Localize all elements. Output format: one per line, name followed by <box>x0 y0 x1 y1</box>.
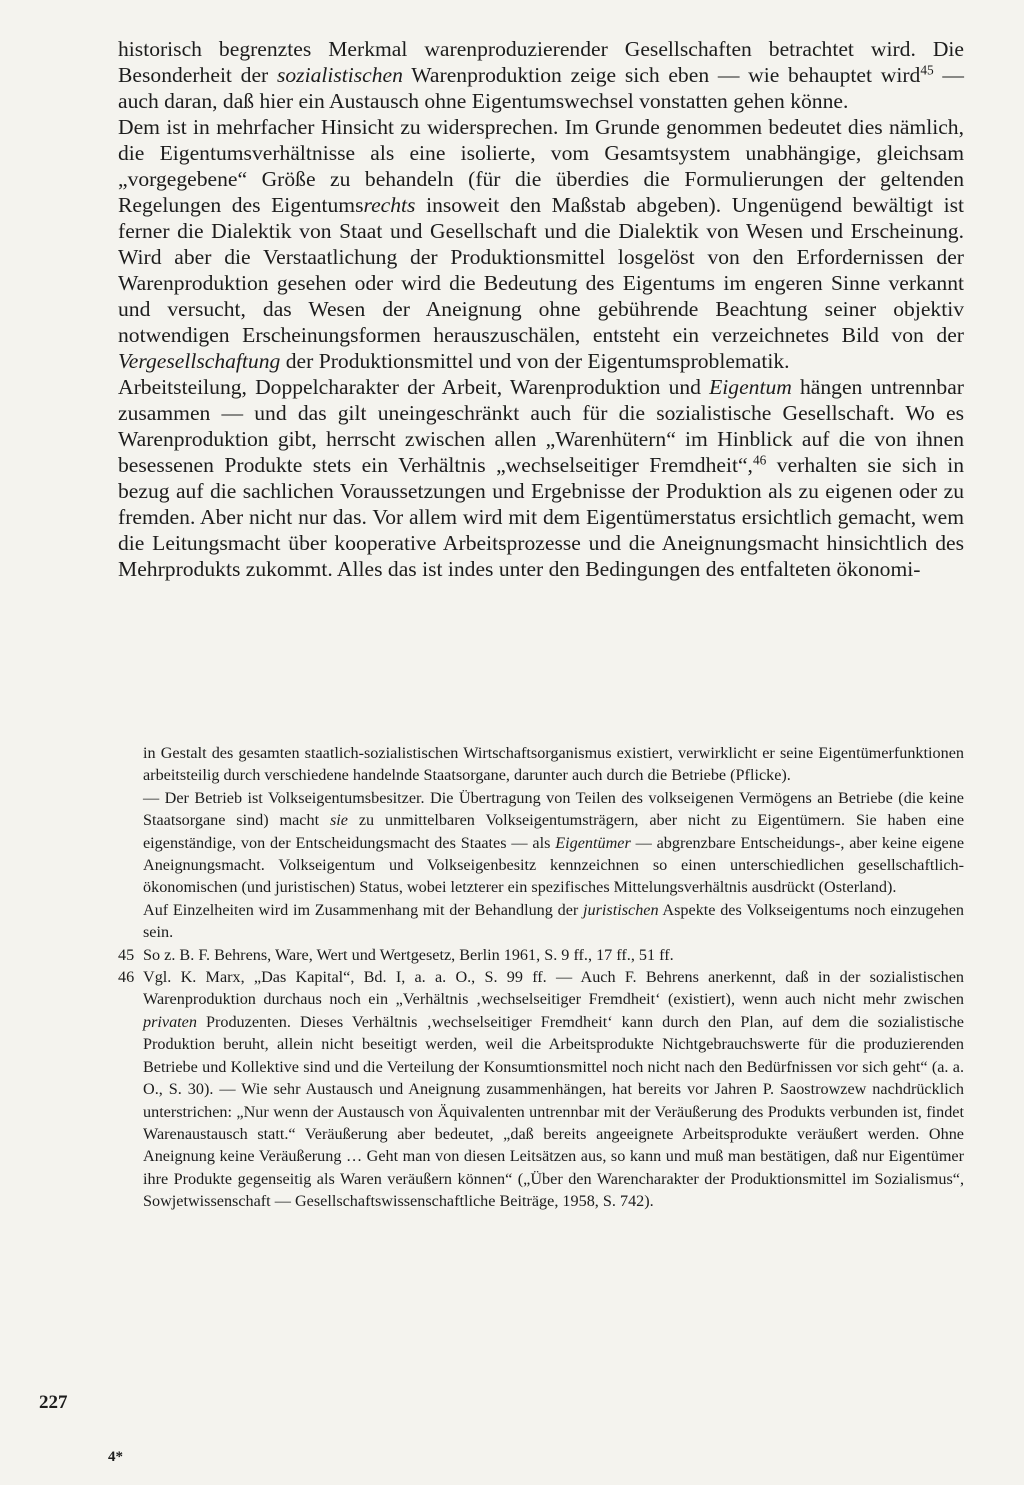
italic-text: juristischen <box>583 900 659 919</box>
text-run: Aspekte des Volkseigentums noch einzugehen sein. <box>143 900 964 942</box>
text-run: Warenproduktion zeige sich eben — wie behauptet wird <box>402 63 921 87</box>
text-run: zu unmittelbaren Volkseigentumsträgern, aber nicht zu Eigentümern. Sie haben eine eigenständige, von der Entscheidungsmacht des Staates — als <box>143 811 965 852</box>
footnote-text <box>143 946 674 964</box>
italic-text: Eigentümer <box>555 833 631 852</box>
main-text <box>118 36 964 582</box>
text-run: — auch daran, daß hier ein Austausch ohne Eigentumswechsel vonstatten gehen könne. <box>118 63 965 113</box>
italic-text: Eigentum <box>709 375 792 399</box>
footnote-continuation <box>118 899 964 944</box>
italic-text: privaten <box>143 1012 197 1031</box>
text-run: in Gestalt des gesamten staatlich-sozialistischen Wirtschaftsorganismus existiert, verwirklicht er seine Eigentümerfunktionen arbeitsteilig durch verschiedene handelnde Staatsorgane, darunter auch durch die Betriebe (Pflicke). <box>143 744 964 785</box>
italic-text: rechts <box>363 193 416 217</box>
footnote-45 <box>118 944 964 966</box>
text-run: Dem ist in mehrfacher Hinsicht zu widersprechen. Im Grunde genommen bedeutet dies nämlich, die Eigentumsverhältnisse als eine isolierte, vom Gesamtsystem unabhängige, gleichsam „vorgegebene“ Größe zu behandeln (für die überdies die Formulierungen der geltenden Regelungen des Eigentums <box>118 115 964 217</box>
page-number: 227 <box>39 1392 68 1413</box>
footnote-continuation <box>118 787 964 899</box>
italic-text: sie <box>329 811 348 830</box>
footnote-46 <box>118 966 964 1212</box>
text-run: insoweit den Maßstab abgeben). Ungenügend bewältigt ist ferner die Dialektik von Staat und Gesellschaft und die Dialektik von Wesen und Erscheinung. Wird aber die Verstaatlichung der Produktionsmittel losgelöst von den Erfordernissen der Warenproduktion gesehen oder wird die Bedeutung des Eigentums im engeren Sinne verkannt und versucht, das Wesen der Aneignung ohne gebührende Beachtung seiner objektiv notwendigen Erscheinungsformen herauszuschälen, entsteht ein verzeichnetes Bild von der <box>118 193 964 347</box>
footnote-number: 45 <box>118 945 135 964</box>
text-run: — abgrenzbare Entscheidungs-, aber keine eigene Aneignungsmacht. Volkseigentum und Volkseigenbesitz kennzeichnen so einen unterschiedlichen gesellschaftlich-ökonomischen (und juristischen) Status, wobei letzterer ein spezifisches Mittelungsverhältnis ausdrückt (Osterland). <box>143 833 964 897</box>
italic-text: sozialistischen <box>276 63 403 87</box>
text-run: — Der Betrieb ist Volkseigentumsbesitzer. Die Übertragung von Teilen des volkseigenen Vermögens an Betriebe (die keine Staatsorgane sind) macht <box>143 788 964 830</box>
text-run: historisch begrenztes Merkmal warenproduzierender Gesellschaften betrachtet wird. Die Besonderheit der <box>118 37 964 87</box>
paragraph <box>118 114 964 374</box>
signature-mark: 4* <box>108 1449 123 1465</box>
footnote-text <box>143 968 964 1210</box>
footnote-ref: 45 <box>920 62 934 78</box>
footnote-number: 46 <box>118 968 135 987</box>
text-run: der Produktionsmittel und von der Eigentumsproblematik. <box>280 349 790 373</box>
text-run: Produzenten. Dieses Verhältnis ‚wechselseitiger Fremdheit‘ kann durch den Plan, auf dem die sozialistische Produktion beruht, allein nicht beseitigt werden, weil die Arbeitsprodukte Nichtgebrauchswerte für die produzierenden Betriebe und Kollektive sind und die Verteilung der Konsumtionsmittel noch nicht nach den Bedürfnissen vor sich geht“ (a. a. O., S. 30). — Wie sehr Austausch und Aneignung zusammenhängen, hat bereits vor Jahren P. Saostrowzew nachdrücklich unterstrichen: „Nur wenn der Austausch von Äquivalenten untrennbar mit der Veräußerung des Produkts verbunden ist, findet Warenaustausch statt.“ Veräußerung aber bedeutet, „daß bereits angeeignete Arbeitsprodukte veräußert werden. Ohne Aneignung keine Veräußerung … Geht man von diesen Leitsätzen aus, so kann und muß man bestätigen, daß nur Eigentümer ihre Produkte gegenseitig als Waren veräußern können“ („Über den Warencharakter der Produktionsmittel im Sozialismus“, Sowjetwissenschaft — Gesellschaftswissenschaftliche Beiträge, 1958, S. 742). <box>143 1012 964 1211</box>
text-run: So z. B. F. Behrens, Ware, Wert und Wertgesetz, Berlin 1961, S. 9 ff., 17 ff., 51 ff. <box>143 945 674 964</box>
footnotes <box>118 742 964 1213</box>
paragraph <box>118 374 964 582</box>
paragraph <box>118 36 964 114</box>
text-run: Vgl. K. Marx, „Das Kapital“, Bd. I, a. a. O., S. 99 ff. — Auch F. Behrens anerkennt, daß in der sozialistischen Warenproduktion durchaus noch ein „Verhältnis ‚wechselseitiger Fremdheit‘ (existiert), wenn auch nicht mehr zwischen <box>143 968 964 1009</box>
italic-text: Vergesellschaftung <box>118 349 281 373</box>
footnote-ref: 46 <box>752 452 767 468</box>
text-run: Auf Einzelheiten wird im Zusammenhang mit der Behandlung der <box>143 900 584 919</box>
text-run: hängen untrennbar zusammen — und das gilt uneingeschränkt auch für die sozialistische Gesellschaft. Wo es Warenproduktion gibt, herrscht zwischen allen „Warenhütern“ im Hinblick auf die von ihnen besessenen Produkte stets ein Verhältnis „wechselseitiger Fremdheit“, <box>118 375 964 477</box>
text-run: verhalten sie sich in bezug auf die sachlichen Voraussetzungen und Ergebnisse der Produktion als zu eigenen oder zu fremden. Aber nicht nur das. Vor allem wird mit dem Eigentümerstatus ersichtlich gemacht, wem die Leitungsmacht über kooperative Arbeitsprozesse und die Aneignungsmacht hinsichtlich des Mehrprodukts zukommt. Alles das ist indes unter den Bedingungen des entfalteten ökonomi- <box>118 453 965 581</box>
footnote-continuation <box>118 742 964 787</box>
text-run: Arbeitsteilung, Doppelcharakter der Arbeit, Warenproduktion und <box>118 375 710 399</box>
